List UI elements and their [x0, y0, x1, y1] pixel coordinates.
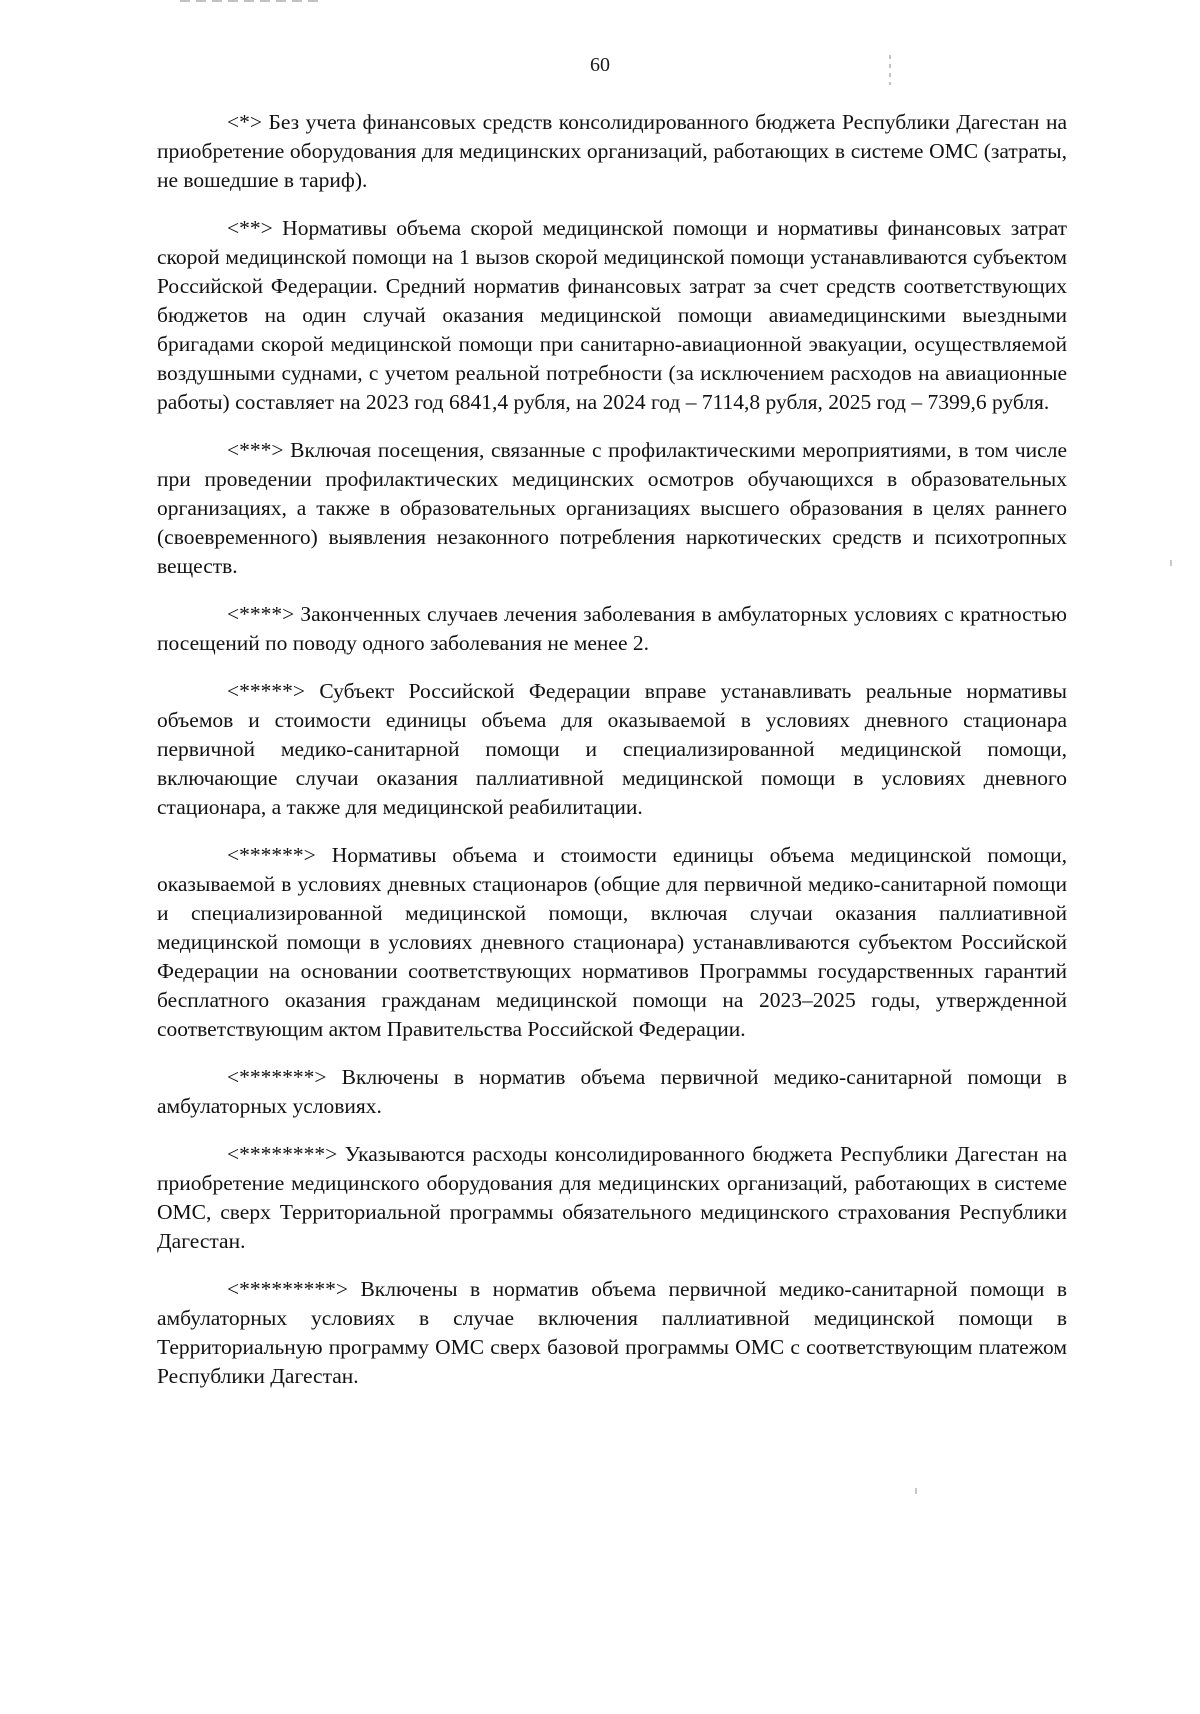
footnote-4: <****> Законченных случаев лечения заболевания в амбулаторных условиях с кратностью посещений по поводу одного заболевания не менее 2.: [157, 602, 1067, 655]
scan-artifact-top: [180, 0, 320, 2]
scan-artifact-tick: [915, 1488, 917, 1494]
footnote-5: <*****> Субъект Российской Федерации вправе устанавливать реальные нормативы объемов и стоимости единицы объема для оказываемой в условиях дневного стационара первичной медико-санитарной помощи и специализированной медицинской помощи, включающие случаи оказания паллиативной медицинской помощи в условиях дневного стационара, а также для медицинской реабилитации.: [157, 679, 1067, 819]
footnote-3: <***> Включая посещения, связанные с профилактическими мероприятиями, в том числе при проведении профилактических медицинских осмотров обучающихся в образовательных организациях, а также в образовательных организациях высшего образования в целях раннего (своевременного) выявления незаконного потребления наркотических средств и психотропных веществ.: [157, 438, 1067, 578]
page-number: 60: [590, 54, 610, 76]
scan-artifact-tick: [1170, 560, 1172, 566]
footnote-8: <********> Указываются расходы консолидированного бюджета Республики Дагестан на приобретение медицинского оборудования для медицинских организаций, работающих в системе ОМС, сверх Территориальной программы обязательного медицинского страхования Республики Дагестан.: [157, 1142, 1067, 1253]
footnotes-section: [157, 108, 1067, 1410]
footnote-7: <*******> Включены в норматив объема первичной медико-санитарной помощи в амбулаторных условиях.: [157, 1065, 1067, 1118]
footnote-2: <**> Нормативы объема скорой медицинской помощи и нормативы финансовых затрат скорой медицинской помощи на 1 вызов скорой медицинской помощи устанавливаются субъектом Российской Федерации. Средний норматив финансовых затрат за счет средств соответствующих бюджетов на один случай оказания медицинской помощи авиамедицинскими выездными бригадами скорой медицинской помощи при санитарно-авиационной эвакуации, осуществляемой воздушными суднами, с учетом реальной потребности (за исключением расходов на авиационные работы) составляет на 2023 год 6841,4 рубля, на 2024 год – 7114,8 рубля, 2025 год – 7399,6 рубля.: [157, 216, 1067, 414]
footnote-1: <*> Без учета финансовых средств консолидированного бюджета Республики Дагестан на приобретение оборудования для медицинских организаций, работающих в системе ОМС (затраты, не вошедшие в тариф).: [157, 110, 1067, 192]
footnote-6: <******> Нормативы объема и стоимости единицы объема медицинской помощи, оказываемой в условиях дневных стационаров (общие для первичной медико-санитарной помощи и специализированной медицинской помощи, включая случаи оказания паллиативной медицинской помощи в условиях дневного стационара) устанавливаются субъектом Российской Федерации на основании соответствующих нормативов Программы государственных гарантий бесплатного оказания гражданам медицинской помощи на 2023–2025 годы, утвержденной соответствующим актом Правительства Российской Федерации.: [157, 843, 1067, 1041]
footnote-9: <*********> Включены в норматив объема первичной медико-санитарной помощи в амбулаторных условиях в случае включения паллиативной медицинской помощи в Территориальную программу ОМС сверх базовой программы ОМС с соответствующим платежом Республики Дагестан.: [157, 1277, 1067, 1388]
